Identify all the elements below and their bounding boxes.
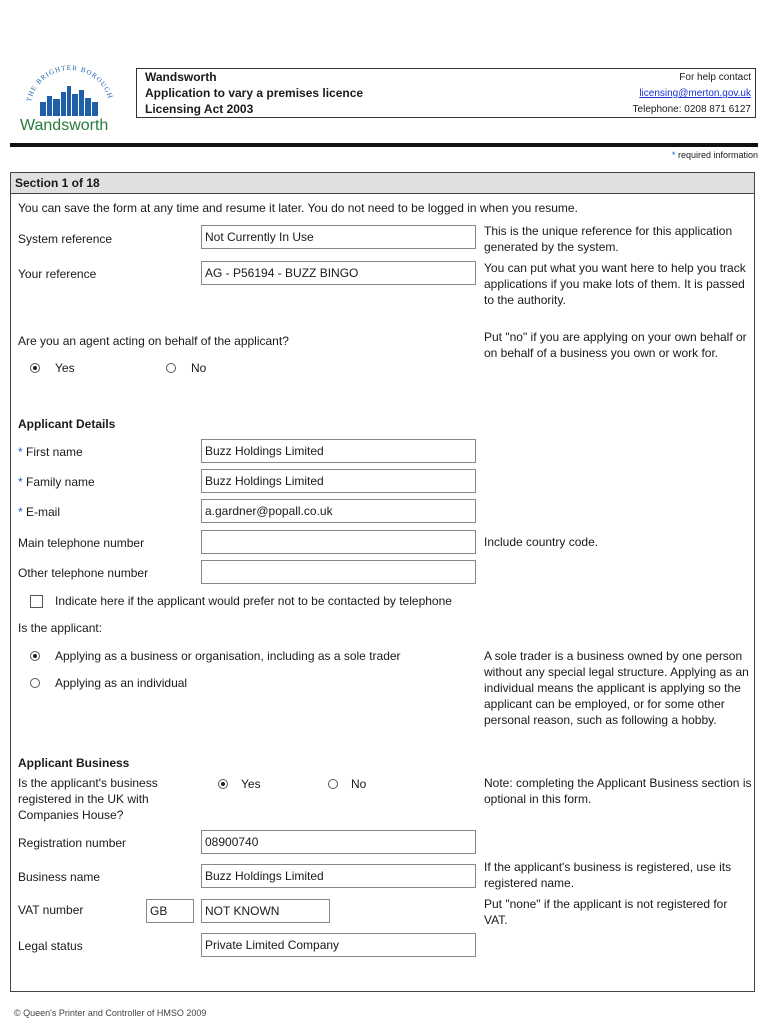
no-telephone-contact-checkbox[interactable] bbox=[30, 595, 43, 608]
first-name-field[interactable]: Buzz Holdings Limited bbox=[201, 439, 476, 463]
vat-prefix-field[interactable]: GB bbox=[146, 899, 194, 923]
business-registered-yes-label: Yes bbox=[241, 777, 261, 791]
registration-number-field[interactable]: 08900740 bbox=[201, 830, 476, 854]
wandsworth-logo bbox=[14, 64, 126, 136]
email-field[interactable]: a.gardner@popall.co.uk bbox=[201, 499, 476, 523]
other-telephone-label: Other telephone number bbox=[18, 566, 149, 580]
header-authority: Wandsworth bbox=[145, 70, 217, 84]
registration-number-label: Registration number bbox=[18, 836, 127, 850]
applicant-type-question: Is the applicant: bbox=[18, 621, 103, 635]
applicant-type-individual-label: Applying as an individual bbox=[55, 676, 188, 690]
agent-yes-radio[interactable] bbox=[30, 363, 40, 373]
header-divider bbox=[10, 143, 758, 147]
family-name-label: * Family name bbox=[18, 475, 95, 489]
applicant-type-help: A sole trader is a business owned by one person without any special legal structure. Applying as an individual means the applicant is applying so the applicant can be employed, or for some other personal reason, such as following a hobby. bbox=[484, 649, 749, 727]
header-form-title: Application to vary a premises licence bbox=[145, 86, 364, 100]
copyright-footer: © Queen's Printer and Controller of HMSO 2009 bbox=[14, 1008, 207, 1018]
agent-no-label: No bbox=[191, 361, 207, 375]
agent-question: Are you an agent acting on behalf of the applicant? bbox=[18, 334, 289, 348]
system-reference-help: This is the unique reference for this application generated by the system. bbox=[484, 224, 733, 254]
agent-yes-label: Yes bbox=[55, 361, 75, 375]
vat-number-help: Put "none" if the applicant is not registered for VAT. bbox=[484, 897, 728, 927]
business-registered-question: Is the applicant's business registered in the UK with Companies House? bbox=[18, 776, 158, 822]
first-name-label: * First name bbox=[18, 445, 83, 459]
applicant-business-note: Note: completing the Applicant Business section is optional in this form. bbox=[484, 776, 752, 806]
svg-text:THE BRIGHTER BOROUGH: THE BRIGHTER BOROUGH bbox=[24, 64, 115, 103]
business-registered-no-radio[interactable] bbox=[328, 779, 338, 789]
legal-status-field[interactable]: Private Limited Company bbox=[201, 933, 476, 957]
business-name-help: If the applicant's business is registered, use its registered name. bbox=[484, 860, 732, 890]
section-intro: You can save the form at any time and resume it later. You do not need to be logged in when you resume. bbox=[18, 201, 578, 215]
your-reference-field[interactable]: AG - P56194 - BUZZ BINGO bbox=[201, 261, 476, 285]
help-email-link[interactable]: licensing@merton.gov.uk bbox=[639, 88, 751, 99]
family-name-field[interactable]: Buzz Holdings Limited bbox=[201, 469, 476, 493]
no-telephone-contact-label: Indicate here if the applicant would prefer not to be contacted by telephone bbox=[55, 594, 452, 608]
business-registered-no-label: No bbox=[351, 777, 367, 791]
main-telephone-help: Include country code. bbox=[484, 535, 599, 549]
vat-number-field[interactable]: NOT KNOWN bbox=[201, 899, 330, 923]
help-contact-label: For help contact bbox=[679, 72, 751, 83]
section-title: Section 1 of 18 bbox=[10, 172, 755, 194]
business-name-label: Business name bbox=[18, 870, 101, 884]
your-reference-label: Your reference bbox=[18, 267, 97, 281]
business-name-field[interactable]: Buzz Holdings Limited bbox=[201, 864, 476, 888]
form-header bbox=[136, 68, 756, 118]
agent-help: Put "no" if you are applying on your own behalf or on behalf of a business you own or work for. bbox=[484, 330, 747, 360]
main-telephone-label: Main telephone number bbox=[18, 536, 145, 550]
logo-wordmark: Wandsworth bbox=[20, 117, 109, 134]
legal-status-label: Legal status bbox=[18, 939, 83, 953]
system-reference-field[interactable]: Not Currently In Use bbox=[201, 225, 476, 249]
applicant-type-individual-radio[interactable] bbox=[30, 678, 40, 688]
applicant-type-business-radio[interactable] bbox=[30, 651, 40, 661]
agent-no-radio[interactable] bbox=[166, 363, 176, 373]
main-telephone-field[interactable] bbox=[201, 530, 476, 554]
applicant-details-heading: Applicant Details bbox=[18, 417, 116, 431]
email-label: * E-mail bbox=[18, 505, 61, 519]
your-reference-help: You can put what you want here to help you track applications if you make lots of them. It is passed to the authority. bbox=[484, 261, 746, 307]
business-registered-yes-radio[interactable] bbox=[218, 779, 228, 789]
system-reference-label: System reference bbox=[18, 232, 113, 246]
vat-number-label: VAT number bbox=[18, 903, 84, 917]
help-telephone: Telephone: 0208 871 6127 bbox=[632, 104, 751, 115]
required-information-note: * required information bbox=[671, 150, 758, 160]
header-act: Licensing Act 2003 bbox=[145, 102, 254, 116]
applicant-business-heading: Applicant Business bbox=[18, 756, 130, 770]
other-telephone-field[interactable] bbox=[201, 560, 476, 584]
applicant-type-business-label: Applying as a business or organisation, including as a sole trader bbox=[55, 649, 401, 663]
